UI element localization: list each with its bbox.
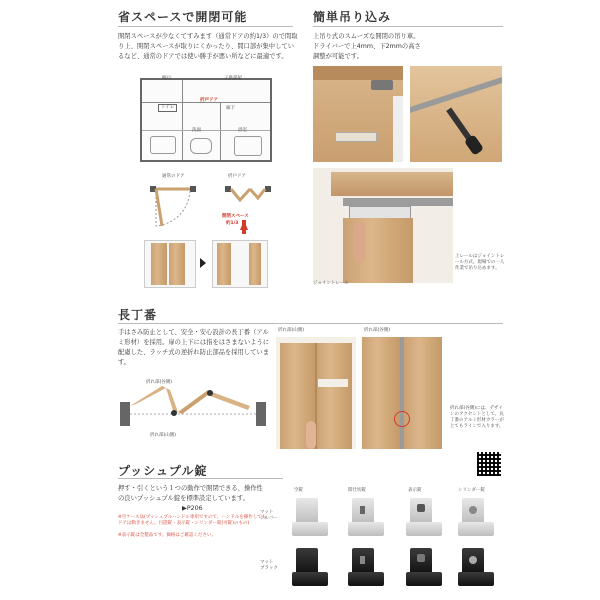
plan-label-fold-door: 折戸ドア <box>200 98 218 103</box>
lock-black-handle-empty <box>292 572 328 586</box>
section2-title: 簡単吊り込み <box>313 10 392 24</box>
qr-code <box>477 452 501 476</box>
normal-door-label: 通常のドア <box>162 174 185 179</box>
lock-black-cylinder <box>462 548 484 574</box>
section4-title: プッシュプル錠 <box>118 464 208 478</box>
section2-rule <box>313 26 503 27</box>
section4-rule <box>118 478 283 479</box>
joint-rail-photo <box>313 168 453 283</box>
section2-note: 上レールはジョイントレール方式。現場での一人作業で吊り込めます。 <box>455 254 505 271</box>
lock-silver-cylinder <box>462 498 484 524</box>
lock-silver-handle-partition <box>348 522 384 536</box>
mountain-label: 折れ部(山側) <box>150 433 177 438</box>
space-ratio: 約1/3 <box>226 221 239 226</box>
door-swing-diagram <box>140 180 280 236</box>
lock-silver-handle-cylinder <box>458 522 494 536</box>
page-ref: ▶P206 <box>182 505 203 512</box>
arrow-icon <box>200 258 206 268</box>
valley-label: 折れ部(谷側) <box>146 380 173 385</box>
col-label-partition: 間仕切錠 <box>348 488 366 493</box>
lock-silver-indicator <box>410 498 432 524</box>
plan-label-kids-room: 子供部屋 <box>224 76 242 81</box>
plan-label-toilet: トイレ <box>158 104 177 112</box>
lock-silver-partition <box>352 498 374 524</box>
section3-note: 折れ部(谷側)には、デザインのアクセントとして、長丁番のアルミ形材カラーがとてもラインで入ります。 <box>450 406 504 429</box>
col-label-indicator: 表示錠 <box>408 488 422 493</box>
lock-black-handle-indicator <box>406 572 442 586</box>
section4-note2: ※表示錠は全製品です。価格はご確認ください。 <box>118 533 216 538</box>
section4-text: 押す・引くという１つの動作で開閉できる、操作性の良いプッシュプル錠を標準設定しています。 <box>118 485 263 502</box>
space-label: 開閉スペース <box>222 214 249 219</box>
plan-label-nando: 納戸 <box>162 76 171 81</box>
lock-silver-handle-empty <box>292 522 328 536</box>
door-photo-before <box>144 240 196 288</box>
floor-plan <box>140 78 272 162</box>
section2-text: 上吊り式のスムーズな開閉の吊り車。ドライバーで上4mm、下2mmの高さ調整が可能です。 <box>313 33 421 60</box>
row-label-silver: マット シルバー <box>260 510 278 521</box>
plan-label-bathroom: 浴室 <box>238 128 247 133</box>
door-photo-after <box>212 240 268 288</box>
plan-label-washroom: 洗面 <box>192 128 201 133</box>
section3-text: 手はさみ防止として、安全・安心設計の長丁番（アルミ形材）を採用。扉の上下には指をはさまないように配慮した、ラッチ式の逆折れ防止部品を採用しています。 <box>118 329 270 366</box>
door-photo-valley <box>362 337 442 449</box>
lock-black-handle-partition <box>348 572 384 586</box>
lock-silver-handle-indicator <box>406 522 442 536</box>
lock-silver-empty <box>296 498 318 524</box>
door-photo-mountain <box>276 337 356 449</box>
col-label-cylinder: シリンダー錠 <box>458 488 485 493</box>
section4-note1: ※空ケース品(プッシュプルハンドル専用ですので、ハンドルを操作してもドアは動きません。目隠錠・表示錠・シリンダー錠(可錠)のもの) <box>118 515 267 526</box>
joint-rail-label: ジョイントレール <box>313 281 349 286</box>
hanger-photo-left <box>313 66 403 162</box>
section1-rule <box>118 26 293 27</box>
hanger-photo-right <box>410 66 502 162</box>
hinge-diagram <box>118 386 268 436</box>
plan-label-corridor: 廊下 <box>226 106 235 111</box>
section1-title: 省スペースで開閉可能 <box>118 10 248 24</box>
photo-label-left: 折れ部(山側) <box>278 328 305 333</box>
col-label-empty: 空錠 <box>294 488 303 493</box>
section1-text: 開閉スペースが少なくてすみます（通常ドアの約1/3）ので間取り上、開閉スペースが取りにくかったり、間口部が集中しているなど、通常のドアでは使い勝手が悪い所などに最適です。 <box>118 33 298 60</box>
fold-door-label: 折戸ドア <box>228 174 246 179</box>
lock-black-empty <box>296 548 318 574</box>
lock-black-partition <box>352 548 374 574</box>
row-label-black: マット ブラック <box>260 560 278 571</box>
section3-rule <box>118 323 503 324</box>
photo-label-right: 折れ部(谷側) <box>364 328 391 333</box>
lock-black-handle-cylinder <box>458 572 494 586</box>
lock-black-indicator <box>410 548 432 574</box>
section3-title: 長丁番 <box>118 308 158 322</box>
